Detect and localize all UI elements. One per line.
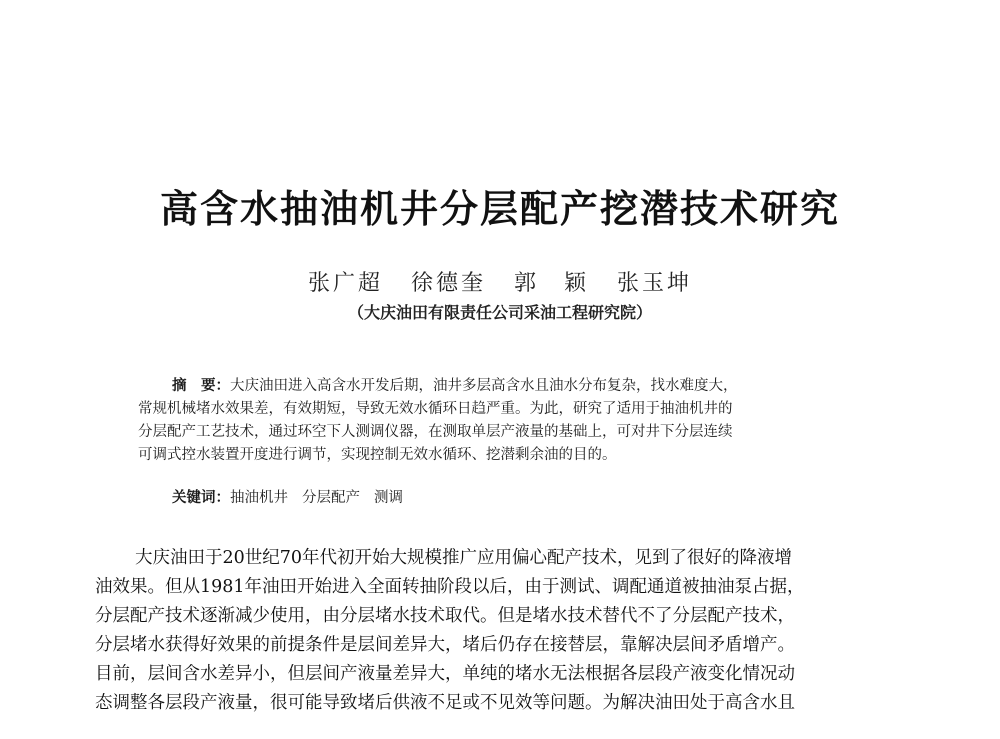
abstract xyxy=(138,375,873,467)
keyword: 分层配产 xyxy=(302,490,360,506)
paper-title: 高含水抽油机井分层配产挖潜技术研究 xyxy=(159,187,840,231)
body-paragraph xyxy=(95,544,915,718)
author-name: 郭 颖 xyxy=(514,271,590,296)
author-name: 徐德奎 xyxy=(410,271,486,296)
abstract-text: 大庆油田进入高含水开发后期，油井多层高含水且油水分布复杂，找水难度大， xyxy=(230,378,738,394)
body-line: 分层配产技术逐渐减少使用，由分层堵水技术取代。但是堵水技术替代不了分层配产技术， xyxy=(95,606,795,626)
body-line: 目前，层间含水差异小，但层间产液量差异大，单纯的堵水无法根据各层段产液变化情况动 xyxy=(95,664,795,684)
keyword: 测调 xyxy=(374,490,403,506)
abstract-line: 常规机械堵水效果差，有效期短，导致无效水循环日趋严重。为此，研究了适用于抽油机井的 xyxy=(138,401,733,417)
abstract-line xyxy=(138,375,873,398)
body-line: 分层堵水获得好效果的前提条件是层间差异大，堵后仍存在接替层，靠解决层间矛盾增产。 xyxy=(95,635,795,655)
body-line: 大庆油田于20世纪70年代初开始大规模推广应用偏心配产技术，见到了很好的降液增 xyxy=(135,548,793,568)
author-affiliation: （大庆油田有限责任公司采油工程研究院） xyxy=(347,303,652,322)
author-list xyxy=(0,266,1000,297)
keywords xyxy=(172,486,417,507)
body-line: 态调整各层段产液量，很可能导致堵后供液不足或不见效等问题。为解决油田处于高含水且 xyxy=(95,693,795,713)
author-name: 张玉坤 xyxy=(617,271,693,296)
abstract-line: 分层配产工艺技术，通过环空下人测调仪器，在测取单层产液量的基础上，可对井下分层连续 xyxy=(138,424,733,440)
abstract-label: 摘 要： xyxy=(172,378,230,394)
keywords-label: 关键词： xyxy=(172,490,230,506)
author-name: 张广超 xyxy=(307,271,383,296)
body-line: 油效果。但从1981年油田开始进入全面转抽阶段以后，由于测试、调配通道被抽油泵占据， xyxy=(95,577,805,597)
abstract-line: 可调式控水装置开度进行调节，实现控制无效水循环、挖潜剩余油的目的。 xyxy=(138,447,617,463)
keyword: 抽油机井 xyxy=(230,490,288,506)
